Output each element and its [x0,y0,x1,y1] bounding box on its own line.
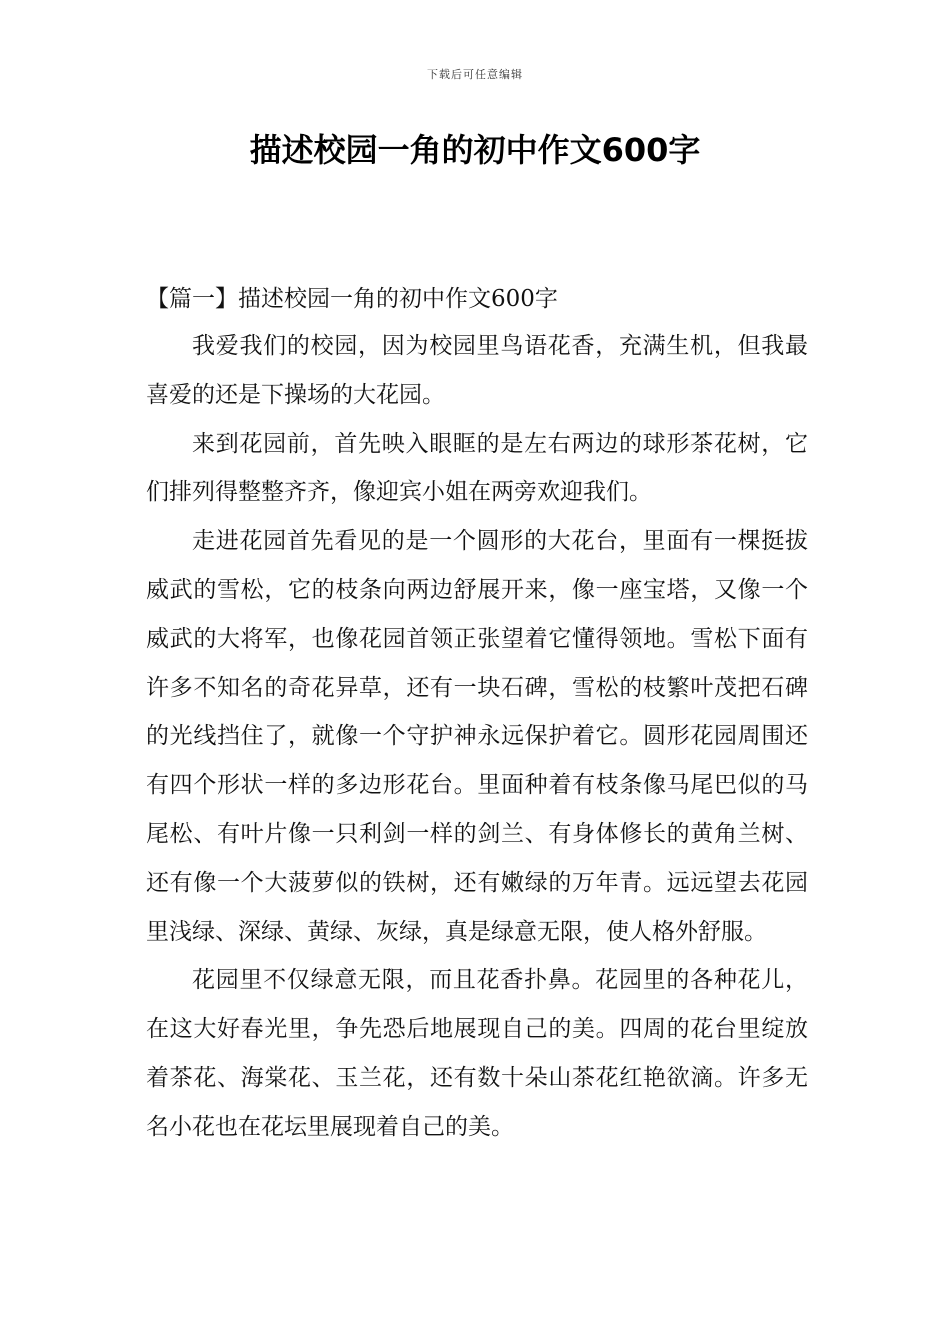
paragraph-2: 来到花园前，首先映入眼眶的是左右两边的球形茶花树，它们排列得整整齐齐，像迎宾小姐在两旁欢迎我们。 [146,430,808,506]
document-title: 描述校园一角的初中作文600字 [249,131,701,169]
header-note: 下载后可任意编辑 [427,68,523,81]
section-heading: 【篇一】描述校园一角的初中作文600字 [146,286,558,312]
document-body [146,276,808,1152]
paragraph-4: 花园里不仅绿意无限，而且花香扑鼻。花园里的各种花儿，在这大好春光里，争先恐后地展现自己的美。四周的花台里绽放着茶花、海棠花、玉兰花，还有数十朵山茶花红艳欲滴。许多无名小花也在花坛里展现着自己的美。 [146,967,808,1140]
paragraph-1: 我爱我们的校园，因为校园里鸟语花香，充满生机，但我最喜爱的还是下操场的大花园。 [146,333,808,408]
paragraph-3: 走进花园首先看见的是一个圆形的大花台，里面有一棵挺拔威武的雪松，它的枝条向两边舒展开来，像一座宝塔，又像一个威武的大将军，也像花园首领正张望着它懂得领地。雪松下面有许多不知名的奇花异草，还有一块石碑，雪松的枝繁叶茂把石碑的光线挡住了，就像一个守护神永远保护着它。圆形花园周围还有四个形状一样的多边形花台。里面种着有枝条像马尾巴似的马尾松、有叶片像一只利剑一样的剑兰、有身体修长的黄角兰树、还有像一个大菠萝似的铁树，还有嫩绿的万年青。远远望去花园里浅绿、深绿、黄绿、灰绿，真是绿意无限，使人格外舒服。 [146,528,808,945]
